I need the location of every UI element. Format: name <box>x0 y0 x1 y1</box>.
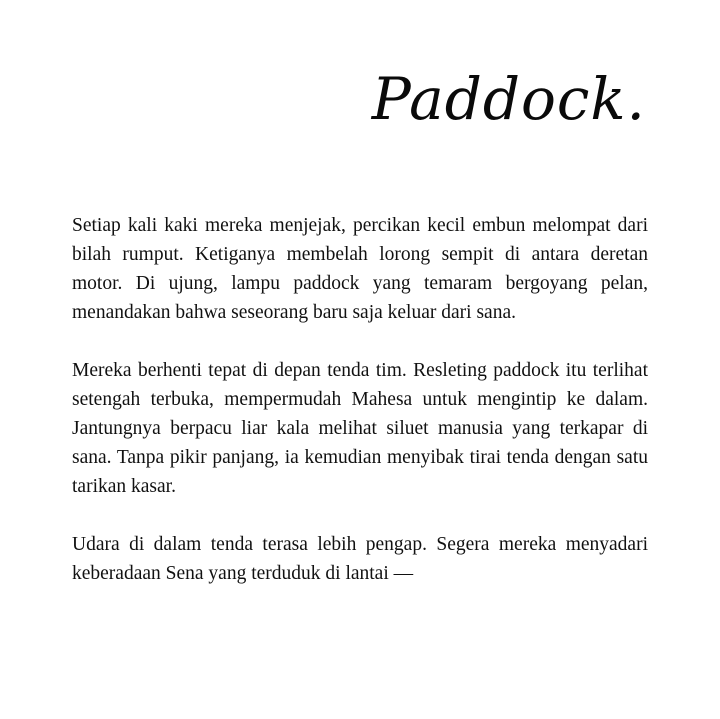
page-title: Paddock. <box>371 65 646 133</box>
paragraph-1: Setiap kali kaki mereka menjejak, percikan kecil embun melompat dari bilah rumput. Ketiganya membelah lorong sempit di antara deretan motor. Di ujung, lampu paddock yang temaram bergoyang pelan, menandakan bahwa seseorang baru saja keluar dari sana. <box>72 215 648 323</box>
paragraph-2: Mereka berhenti tepat di depan tenda tim. Resleting paddock itu terlihat setengah terbuka, mempermudah Mahesa untuk mengintip ke dalam. Jantungnya berpacu liar kala melihat siluet manusia yang terkapar di sana. Tanpa pikir panjang, ia kemudian menyibak tirai tenda dengan satu tarikan kasar. <box>72 360 648 497</box>
paragraph-3: Udara di dalam tenda terasa lebih pengap. Segera mereka menyadari keberadaan Sena yang terduduk di lantai — <box>72 534 648 584</box>
story-body <box>72 211 648 588</box>
